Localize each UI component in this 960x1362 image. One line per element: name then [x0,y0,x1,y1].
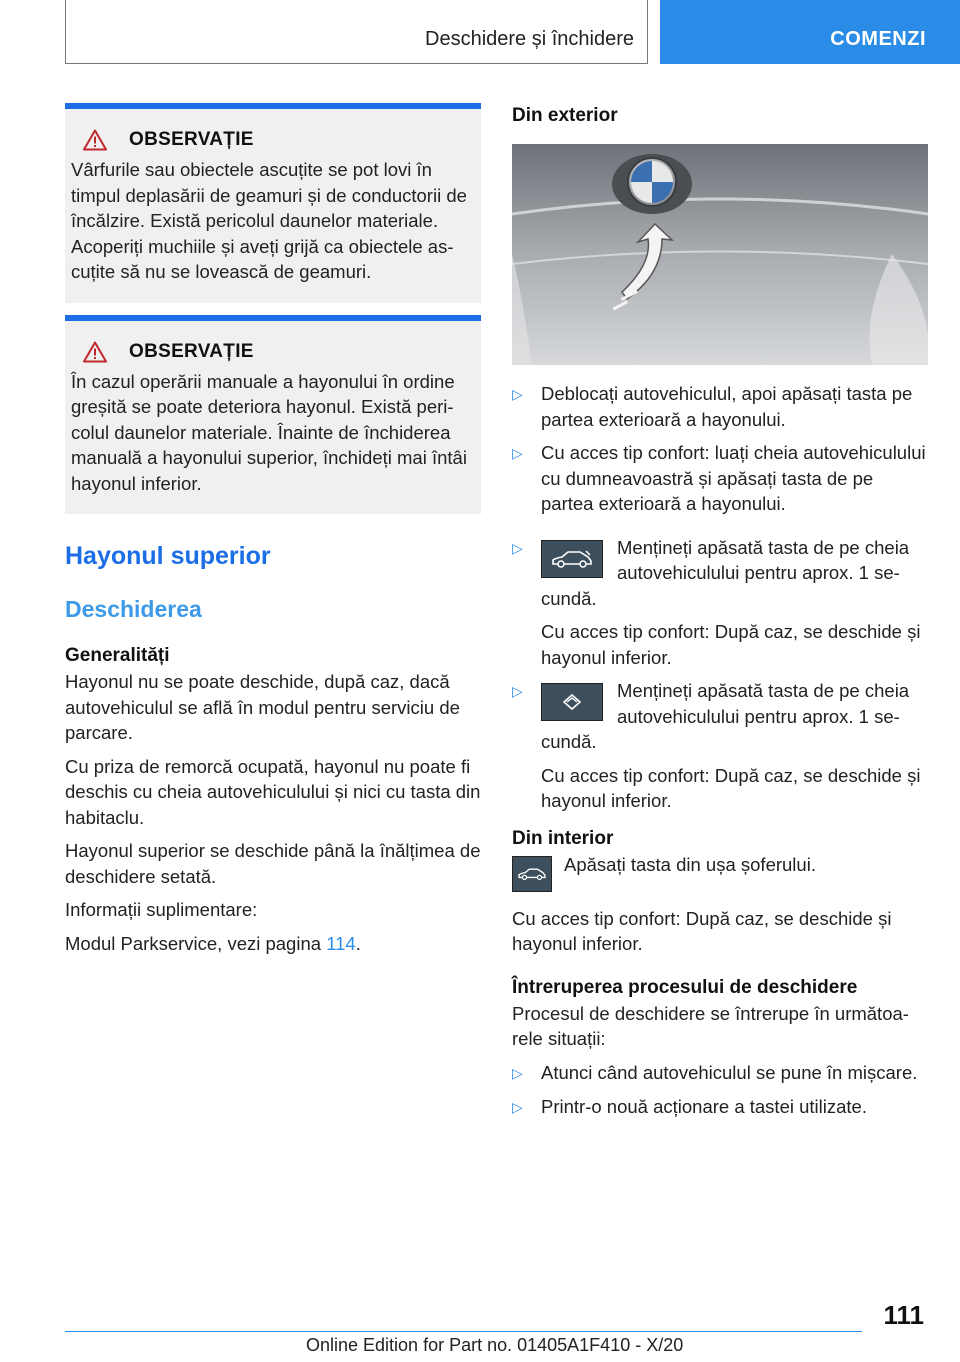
car-trunk-icon [541,540,603,578]
list-item-key-diamond [512,678,928,755]
header-chapter-title: COMENZI [830,28,926,50]
interior-note: Cu acces tip confort: După caz, se deschide și hayonul inferior. [512,907,892,954]
list-item-text: Atunci când autovehiculul se pune în mișcare. [541,1061,918,1083]
parkservice-text: Modul Parkservice, vezi pagina [65,932,327,954]
header-chapter-tab[interactable] [660,0,960,64]
list-item [512,440,928,517]
notice-2-body: În cazul operării manuale a hayonului în ordine greșită se poate deteriora hayonul. Există pericolul daunelor materiale. Înainte de închiderea manuală a hayonului superior, închideți mai întâi hayonul inferior. [71,370,467,494]
exterior-list [512,381,928,814]
list-item [512,1060,928,1087]
list-item-text: Printr-o nouă acționare a tastei utilizate. [541,1096,867,1117]
list-item [512,381,928,432]
header-section-box [65,0,648,64]
general-paragraph-2: Cu priza de remorcă ocupată, hayonul nu poate fi deschis cu cheia autovehiculului și nici cu tasta din habitaclu. [65,755,481,828]
exterior-heading: Din exterior [512,105,618,126]
key-instruction-text: Mențineți apăsată tasta de pe cheia autovehiculului pentru aprox. 1 secundă. [541,536,910,609]
triangle-bullet-icon: ▷ [512,1099,523,1115]
list-item-text: Cu acces tip confort: luați cheia autovehiculului cu dumneavoastră și apăsați tasta de pe partea exterioară a hayonului. [541,442,926,514]
general-paragraph-1: Hayonul nu se poate deschide, după caz, dacă autovehiculul se află în modul pentru serviciu de parcare. [65,671,460,743]
page-reference-link[interactable]: 114 [326,932,356,954]
notice-1-title: OBSERVAȚIE [129,129,254,150]
key-instruction-note: Cu acces tip confort: După caz, se deschide și hayonul inferior. [541,764,921,811]
notice-box-1 [65,103,481,303]
footer-divider [65,1331,862,1332]
general-heading: Generalități [65,645,170,666]
general-paragraph-3: Hayonul superior se deschide până la înălțimea de deschidere setată. [65,840,481,887]
subsection-title: Deschiderea [65,596,202,622]
triangle-bullet-icon: ▷ [512,445,523,461]
interrupt-intro: Procesul de deschidere se întrerupe în următoarele situații: [512,1002,909,1049]
right-column [512,103,928,1129]
notice-1-body: Vârfurile sau obiectele ascuțite se pot lovi în timpul deplasării de geamuri și de conductorii de încălzire. Există pericolul daunelor materiale. Acoperiți muchiile și aveți grijă ca obiectele ascuțite să nu se lovească de geamuri. [71,159,467,282]
car-trunk-icon [512,856,552,892]
page-number: 111 [883,1300,924,1330]
footer-edition: Online Edition for Part no. 01405A1F410 - X/20 [306,1335,684,1355]
interior-instruction [512,852,928,896]
notice-box-2 [65,315,481,515]
left-column [65,103,481,964]
general-paragraph-4: Informații suplimentare: [65,899,258,920]
key-instruction-note: Cu acces tip confort: După caz, se deschide și hayonul inferior. [541,621,921,668]
key-instruction-text: Mențineți apăsată tasta de pe cheia autovehiculului pentru aprox. 1 secundă. [541,680,910,752]
list-item-key-trunk [512,535,928,612]
list-item [512,1094,928,1121]
warning-icon [83,341,107,363]
tailgate-photo [512,144,928,365]
interior-heading: Din interior [512,827,614,849]
triangle-bullet-icon: ▷ [512,683,523,699]
triangle-bullet-icon: ▷ [512,539,523,556]
general-paragraph-5 [65,931,481,957]
tailgate-illustration [512,144,928,365]
period: . [355,932,361,954]
triangle-bullet-icon: ▷ [512,1064,523,1081]
list-item-text: Deblocați autovehiculul, apoi apăsați tasta pe partea exterioară a hayonului. [541,383,913,430]
header-section-title: Deschidere și închidere [425,28,634,50]
diamond-arrows-icon [541,683,603,721]
interrupt-heading: Întreruperea procesului de deschidere [512,976,858,998]
interior-instruction-text: Apăsați tasta din ușa șoferului. [564,853,816,875]
warning-icon [83,129,107,151]
notice-2-title: OBSERVAȚIE [129,340,254,362]
section-title: Hayonul superior [65,542,271,570]
triangle-bullet-icon: ▷ [512,386,523,402]
